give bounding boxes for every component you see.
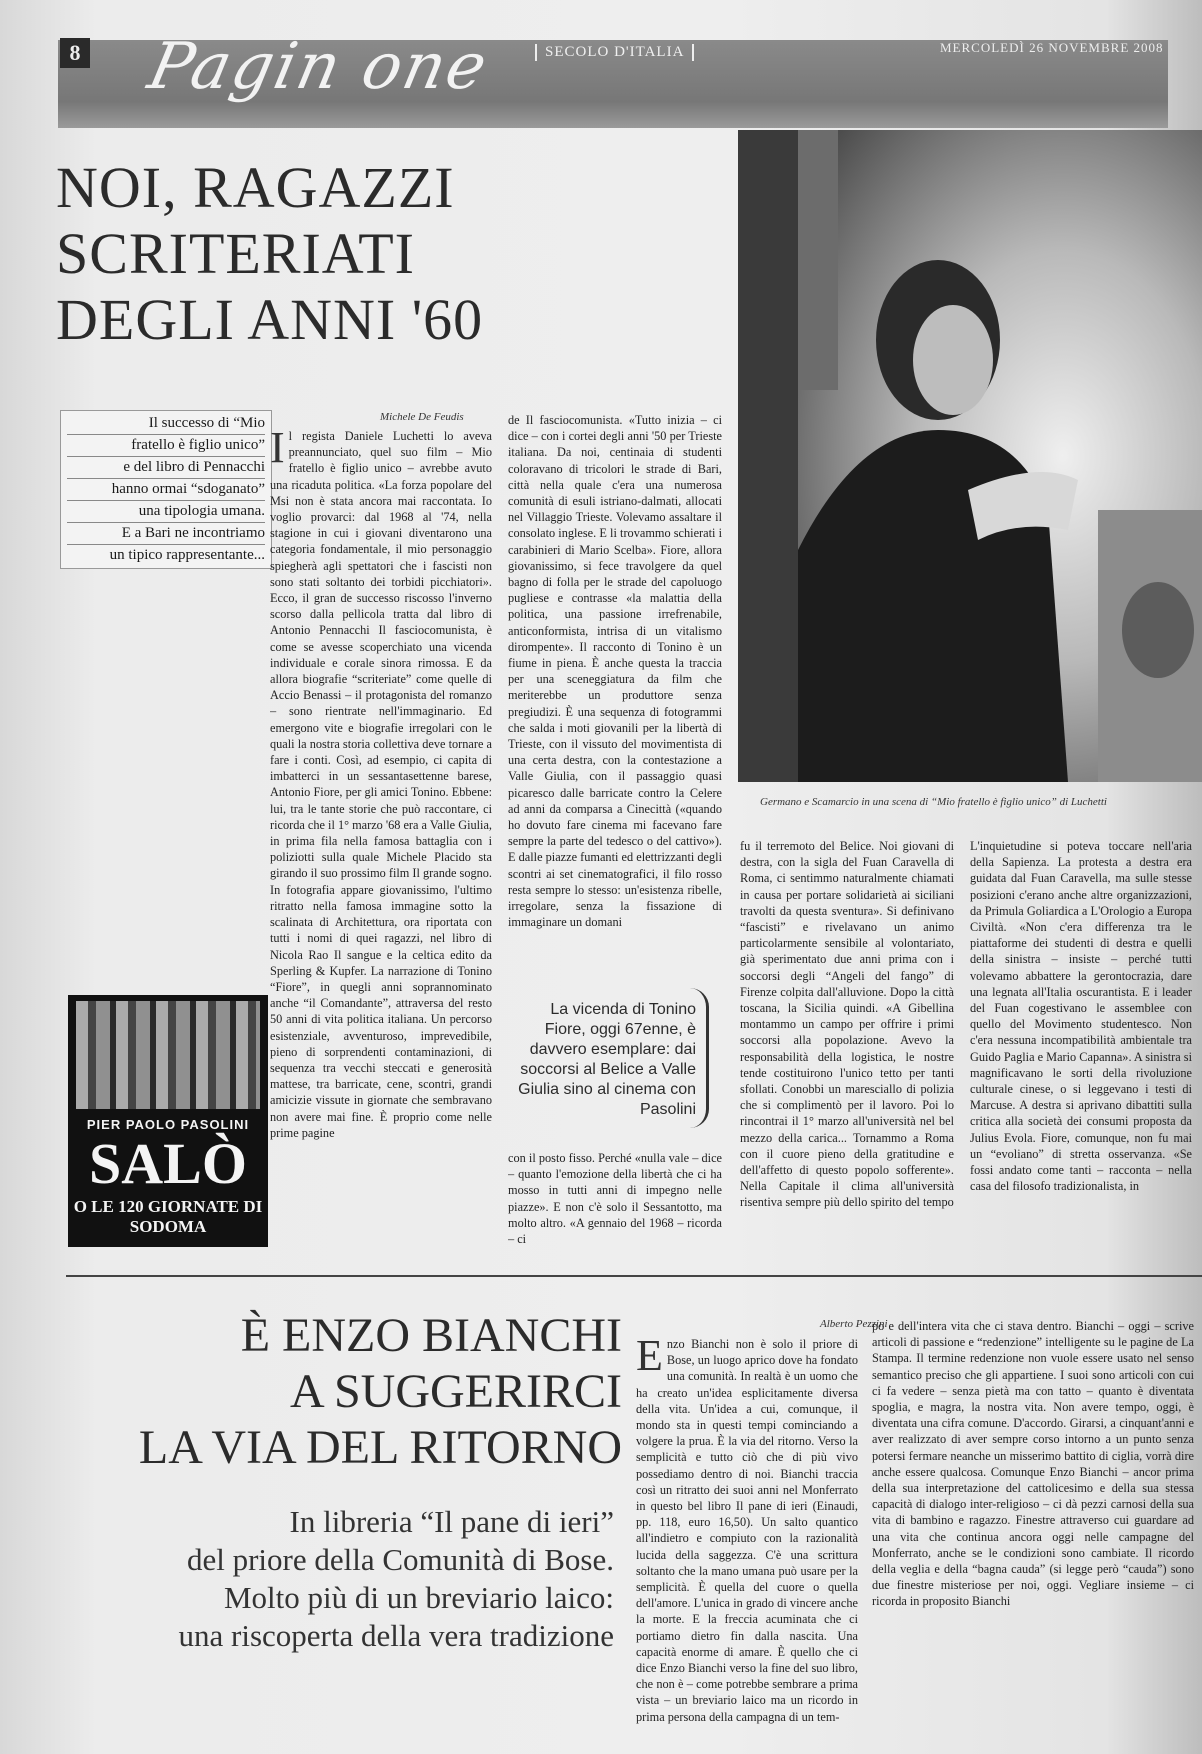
poster-subtitle: O LE 120 GIORNATE DI SODOMA <box>73 1197 263 1236</box>
summary-line: fratello è figlio unico” <box>67 435 265 457</box>
photo-illustration <box>738 130 1202 782</box>
drop-cap: E <box>636 1336 663 1380</box>
subhead-line: una riscoperta della vera tradizione <box>178 1618 614 1653</box>
drop-cap: I <box>270 428 285 472</box>
page-number: 8 <box>60 38 90 68</box>
section-divider <box>66 1275 1202 1277</box>
headline-line: È ENZO BIANCHI <box>240 1309 622 1362</box>
headline-line: DEGLI ANNI '60 <box>56 287 484 352</box>
section-title: Pagin one <box>142 30 495 104</box>
article-column-2 <box>508 412 722 978</box>
subhead-line: Molto più di un breviario laico: <box>223 1580 614 1615</box>
article-column-4 <box>970 838 1192 1250</box>
photo-caption: Germano e Scamarcio in una scena di “Mio fratello è figlio unico” di Luchetti <box>760 796 1107 808</box>
article-byline <box>380 411 464 423</box>
byline-author: Michele De Feudis <box>380 411 464 423</box>
headline-line: SCRITERIATI <box>56 221 415 286</box>
newspaper-name: SECOLO D'ITALIA <box>535 44 694 61</box>
headline-line: A SUGGERIRCI <box>289 1365 622 1418</box>
column-text: nzo Bianchi non è solo il priore di Bose, un luogo aprico dove ha fondato una comunità. In realtà è un uomo che ha creato un'idea esplicitamente diversa della vita. Un'idea a cui, comunque, il mondo sta in questi tempi cominciando a volgere la prua. È la via del ritorno. Verso la semplicità e tutto ciò che di più vivo possediamo dentro di noi. Bianchi traccia così un ritratto dei suoi anni nel Monferrato in questo bel libro Il pane di ieri (Einaudi, pp. 118, euro 16,50). Un salto quantico all'indietro e compiuto con la razionalità lucida della saggezza. C'è una scrittura soltanto che la mano umana può usare per la semplicità. È quella del cuore o quella dell'amore. L'unica in grado di vincere anche la morte. E la freccia acuminata che ci portiamo dietro fin dalla nascita. Una capacità enorme di amare. È quello che ci dice Enzo Bianchi verso la fine del suo libro, che non è – come potrebbe sembrare a prima vista – un breviario laico ma un ricordo in prima persona della campagna di un tem- <box>636 1337 858 1724</box>
headline-line: LA VIA DEL RITORNO <box>138 1421 622 1474</box>
subhead-line: del priore della Comunità di Bose. <box>186 1542 614 1577</box>
column-text: fu il terremoto del Belice. Noi giovani di destra, con la sigla del Fuan Caravella di Roma, ci sentimmo naturalmente chiamati in causa per portare solidarietà ai siciliani travolti da questa sventura». Si definivano “fascisti” e rivelavano un animo particolarmente sensibile al volontariato, già sperimentato due anni prima con i soccorsi degli “Angeli del fango” di Firenze colpita dall'alluvione. Dopo la città toscana, la Sicilia quindi. «A Gibellina montammo un campo per offrire i primi soccorsi alla popolazione. Avevo la responsabilità della logistica, le nostre tende costituirono l'unico tetto per tanti sfollati. Conobbi un maresciallo di polizia che si complimentò per il lavoro. Poi lo rincontrai il 1° marzo all'università nel bel mezzo della carica... Tornammo a Roma con il cuore pieno della gratitudine e dell'affetto di questo popolo sofferente». Nella Capitale il clima all'università risentiva sempre più dello spirito del tempo <box>740 839 954 1210</box>
summary-line: una tipologia umana. <box>67 501 265 523</box>
summary-line: un tipico rappresentante... <box>109 547 265 563</box>
article-column-1 <box>270 428 492 1250</box>
column-text: l regista Daniele Luchetti lo aveva preannunciato, quel suo film – Mio fratello è figlio unico – avrebbe avuto una ricaduta politica. «La forza popolare del Msi non è stata ancora mai raccontata. Io voglio provarci: dal 1968 al '74, nella stagione in cui i giovani diventarono una categoria fondamentale, il mio personaggio spiegherà agli spettatori che i fascisti non sono stati soltanto dei torbidi picchiatori». Ecco, il gran de successo riscosso l'inverno scorso dalla pellicola tratta dal libro di Antonio Pennacchi Il fasciocomunista, è come se avesse scoperchiato una vicenda individuale e corale sinora rimossa. E da allora biografie “scriteriate” come quelle di Accio Benassi – il protagonista del romanzo – sono rientrate nell'immaginario. Ed emergono vite e biografie irregolari con le quali la nostra storia collettiva deve tornare a fare i conti. Così, ad esempio, ci capita di imbatterci in un sessantasettenne barese, Antonio Fiore, per gli amici Tonino. Ebbene: lui, tra le tante storie che può raccontare, ci ricorda che il 1° marzo '68 era a Valle Giulia, in prima fila nella famosa battaglia con i poliziotti sulla quale Michele Placido sta girando il suo prossimo film Il grande sogno. In fotografia appare giovanissimo, l'ultimo ritratto nella famosa immagine sotto la scalinata di Architettura, ora riportata con tutti i nomi di quei ragazzi, nel libro di Nicola Rao Il sangue e la celtica edito da Sperling & Kupfer. La narrazione di Tonino “Fiore”, in quegli anni soprannominato anche “il Comandante”, attraversa del resto 50 anni di vita politica italiana. Un percorso esistenziale, avventuroso, imprevedibile, pieno di sorprendenti contaminazioni, di sequenza tra vecchi steccati e generosità mattese, tra barricate, cene, scontri, grandi amicizie vissute in giornate che sembravano non avere mai fine. È proprio come nelle prime pagine <box>270 429 492 1140</box>
issue-date: MERCOLEDÌ 26 NOVEMBRE 2008 <box>940 40 1164 55</box>
column-text: L'inquietudine si poteva toccare nell'aria della Sapienza. La protesta a destra era guidata dal Fuan Caravella, ma sulle stesse posizioni c'erano anche altre organizzazioni, da Primula Goliardica a L'Orologio a Europa Civiltà. «Non c'era differenza tra le piattaforme dei studenti di destra e quelli della sinistra – insiste – perché tutti volevamo abbattere la gerontocrazia, dare una legnata all'Italia oscurantista. E i leader del Fuan cogestivano le assemblee con quello del Movimento studentesco. Non c'era nessuna incompatibilità ambientale tra Guido Paglia e Mario Capanna». A sinistra si magnificavano le sorti della rivoluzione culturale cinese, o si leggevano i testi di Marcuse. A destra si aprivano dibattiti sulla critica alla società dei consumi proposta da Julius Evola. Fiore, comunque, non fu mai un “evoliano” di stretta osservanza. «Se fossi andato come tanti – racconta – nella casa del filosofo tradizionalista, in <box>970 839 1192 1194</box>
column-text: con il posto fisso. Perché «nulla vale – dice – quanto l'emozione della libertà che ci ha mosso in tutti anni di impegno nelle piazze». E non c'è solo il Sessantotto, ma molto altro. «A gennaio del 1968 – ricorda – ci <box>508 1151 722 1247</box>
pull-quote: La vicenda di Tonino Fiore, oggi 67enne, è davvero esemplare: dai soccorsi al Belice a Valle Giulia sino al cinema con Pasolini <box>518 1001 696 1118</box>
salo-film-poster <box>68 995 268 1247</box>
article-column-2-continued <box>508 1150 722 1250</box>
article-column-3 <box>740 838 954 1250</box>
poster-title: SALÒ <box>89 1131 247 1196</box>
summary-line: e del libro di Pennacchi <box>67 457 265 479</box>
pull-quote-bracket <box>690 988 709 1128</box>
column-text: po e dell'intera vita che ci stava dentro. Bianchi – oggi – scrive articoli di passione e “redenzione” intelligente su le pagine de La Stampa. Il termine redenzione non vuole essere usato nel senso semantico preciso che gli appartiene. I suoi sono articoli con cui ci fa vedere – senza pietà ma con tatto – quanto è diventata spoglia, e magra, la nostra vita. Non avere tempo, oggi, è diventata una cifra comune. D'accordo. Girarsi, a cinquant'anni e aver realizzato di aver sempre corso intorno a un punto senza potersi fermare neanche un misserimo battito di ciglia, vorrà dire anche essere qualcosa. Comunque Enzo Bianchi – ancor prima della sua interpretazione del cattolicesimo e della sua stessa capacità di dialogo inter-religioso – ci dà pezzi carnosi della sua vita di bambino e ragazzo. Finestre attraverso cui guardare ad una vita che continua ancora oggi nelle campagne del Monferrato, anche se le condizioni sono cambiate. Il ricordo della veglia e della “bagna cauda” (si legge però “cauda”) sono due finestre misteriose per noi, oggi. Vegliare insieme – ci ricorda in proposito Bianchi <box>872 1319 1194 1609</box>
second-subheadline <box>58 1503 614 1655</box>
headline-line: NOI, RAGAZZI <box>56 155 455 220</box>
summary-line: Il successo di “Mio <box>67 413 265 435</box>
summary-line: hanno ormai “sdoganato” <box>67 479 265 501</box>
column-text: de Il fasciocomunista. «Tutto inizia – ci dice – con i cortei degli anni '50 per Trieste italiana. Da noi, centinaia di studenti coloravano di tricolori le strade di Bari, città nella quale c'era una numerosa comunità di esuli istriano-dalmati, allocati nel Villaggio Trieste. Volevamo assaltare il consolato inglese. E li trovammo schierati i carabinieri di Mario Scelba». Fiore, allora giovanissimo, si fece travolgere da quel bagno di folla per le strade del capoluogo pugliese e contrasse «la malattia della politica, una passione irrefrenabile, anticonformista, intrisa di un vitalismo dirompente». Il racconto di Tonino è un fiume in piena. È anche questa la traccia per una sceneggiatura da film che meriterebbe un produttore senza pregiudizi. È una sequenza di fotogrammi che salda i moti giovanili per la libertà di Trieste, con il vissuto del movimentista di una certa destra, con la contestazione a Valle Giulia, con il passaggio quasi picaresco dalle barricate contro la Celere ad anni da comparsa a Cinecittà («quando ho dovuto fare cinema mi facevano fare sempre la parte del tedesco o del cattivo»). E dalle piazze fumanti ed elettrizzanti degli scontri ai set cinematografici, il filo rosso resta sempre lo stesso: un'esistenza ribelle, irregolare, senza la fissazione di immaginare un domani <box>508 413 722 930</box>
article-summary <box>60 410 272 569</box>
main-headline <box>56 155 706 353</box>
film-still-photo <box>738 130 1202 782</box>
poster-director: PIER PAOLO PASOLINI <box>86 1117 250 1132</box>
subhead-line: In libreria “Il pane di ieri” <box>289 1504 614 1539</box>
second-headline <box>62 1308 622 1476</box>
second-article-column-1 <box>636 1336 858 1746</box>
summary-line: E a Bari ne incontriamo <box>67 523 265 545</box>
byline-author: Alberto Pezzini <box>820 1318 888 1330</box>
poster-image <box>76 1001 260 1109</box>
second-article-column-2 <box>872 1318 1194 1746</box>
